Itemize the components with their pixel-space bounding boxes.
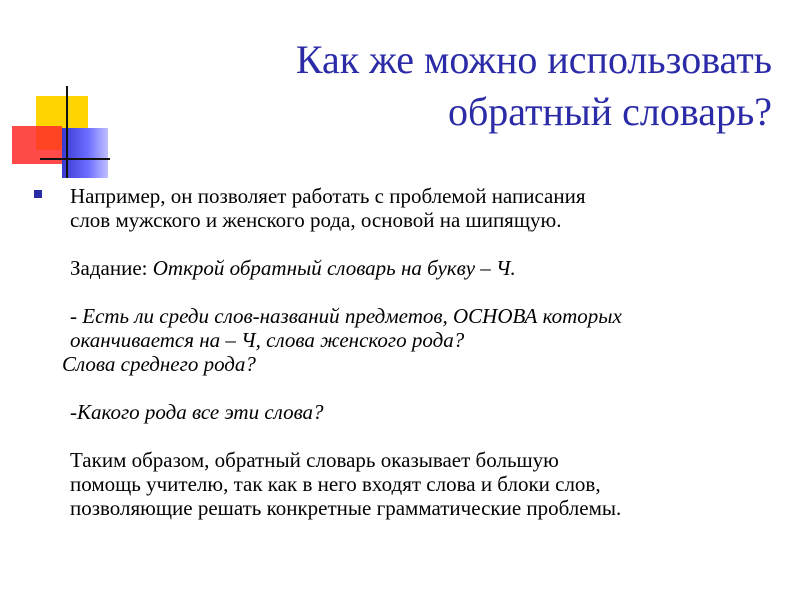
- square-bullet-icon: [34, 190, 42, 198]
- question-2: Слова среднего рода?: [62, 352, 256, 376]
- paragraph-intro-line-1: Например, он позволяет работать с проблемой написания: [70, 184, 586, 208]
- vertical-line: [66, 86, 68, 178]
- conclusion-line-2: помощь учителю, так как в него входят слова и блоки слов,: [70, 472, 601, 496]
- task-text: Открой обратный словарь на букву – Ч.: [152, 256, 516, 280]
- conclusion-line-3: позволяющие решать конкретные грамматические проблемы.: [70, 496, 622, 520]
- question-3: -Какого рода все эти слова?: [70, 400, 324, 424]
- blue-square: [62, 128, 108, 178]
- title-line-1: Как же можно использовать: [295, 37, 772, 82]
- question-1-line-1: - Есть ли среди слов-названий предметов, ОСНОВА которых: [70, 304, 622, 328]
- slide-body: [62, 184, 790, 520]
- task-label: Задание:: [70, 256, 153, 280]
- title-line-2: обратный словарь?: [447, 89, 772, 134]
- question-1-line-2: оканчивается на – Ч, слова женского рода?: [70, 328, 465, 352]
- conclusion-line-1: Таким образом, обратный словарь оказывает большую: [70, 448, 559, 472]
- slide-title: [152, 34, 772, 138]
- decorative-logo: [0, 0, 120, 180]
- paragraph-intro-line-2: слов мужского и женского рода, основой на шипящую.: [70, 208, 562, 232]
- task-line: [70, 256, 790, 280]
- horizontal-line: [40, 158, 110, 160]
